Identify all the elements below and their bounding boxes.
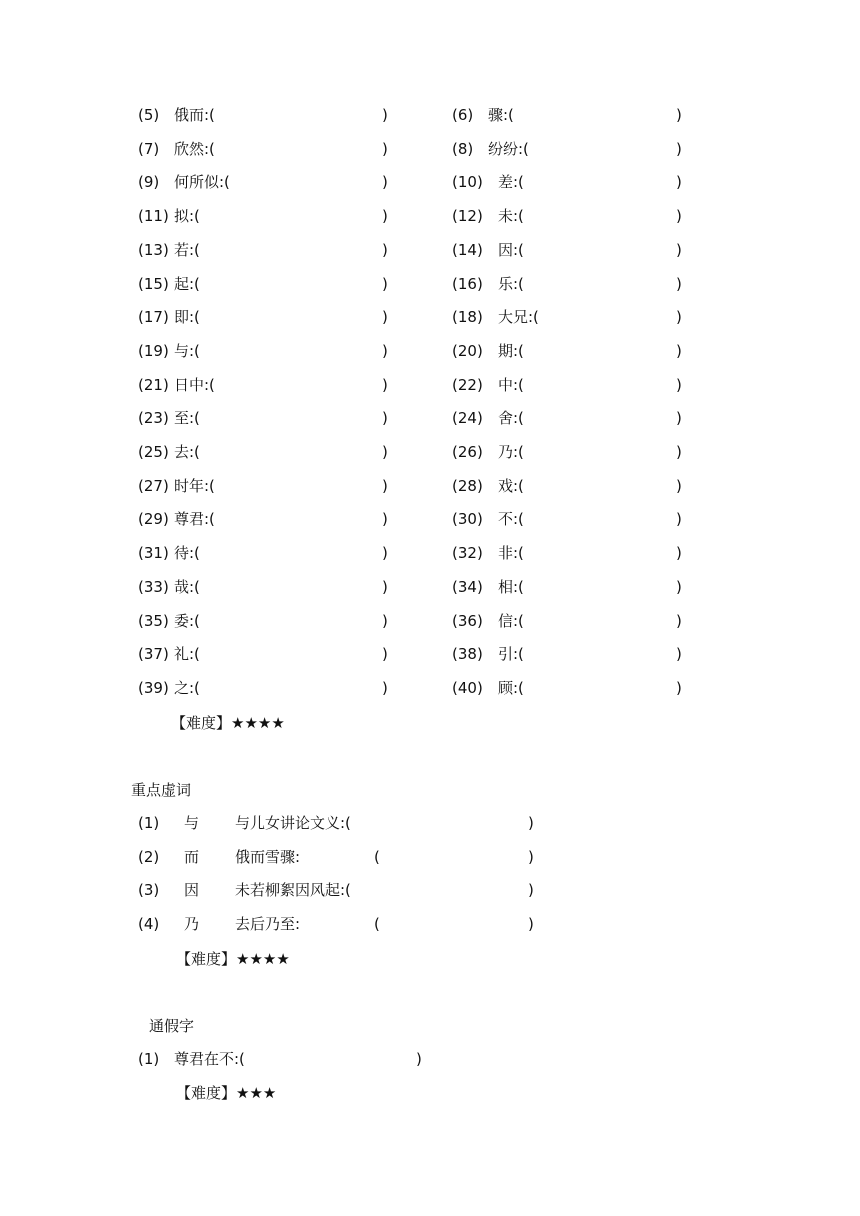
item-sentence: 未若柳絮因风起:( (235, 881, 351, 899)
close-paren: ) (382, 612, 388, 630)
vocab-item-right (452, 240, 688, 260)
item-number: (36) (452, 612, 483, 630)
item-number: (31) (138, 544, 169, 562)
function-word-item (138, 880, 548, 900)
item-term: 差:( (498, 173, 524, 191)
item-sentence: 去后乃至: (235, 915, 301, 933)
item-term: 拟:( (174, 207, 200, 225)
item-number: (5) (138, 106, 160, 124)
item-term: 委:( (174, 612, 200, 630)
vocab-item-right (452, 611, 688, 631)
vocab-item-right (452, 274, 688, 294)
item-number: (9) (138, 173, 160, 191)
function-word-item (138, 813, 548, 833)
difficulty-stars: ★★★★ (231, 714, 285, 732)
item-term: 即:( (174, 308, 200, 326)
close-paren: ) (676, 443, 682, 461)
function-word-item (138, 847, 548, 867)
close-paren: ) (528, 881, 534, 899)
item-term: 日中:( (174, 376, 215, 394)
item-term: 顾:( (498, 679, 524, 697)
item-term: 之:( (174, 679, 200, 697)
item-number: (12) (452, 207, 483, 225)
close-paren: ) (382, 679, 388, 697)
item-number: (23) (138, 409, 169, 427)
close-paren: ) (676, 578, 682, 596)
open-paren: ( (374, 915, 380, 933)
close-paren: ) (382, 207, 388, 225)
vocab-item-right (452, 105, 688, 125)
item-number: (25) (138, 443, 169, 461)
vocab-item-right (452, 543, 688, 563)
item-word: 因 (184, 881, 200, 899)
close-paren: ) (676, 409, 682, 427)
item-number: (7) (138, 140, 160, 158)
item-term: 去:( (174, 443, 200, 461)
item-number: (29) (138, 510, 169, 528)
item-term: 相:( (498, 578, 524, 596)
vocab-item-left (138, 476, 394, 496)
item-number: (15) (138, 275, 169, 293)
item-term: 因:( (498, 241, 524, 259)
item-term: 若:( (174, 241, 200, 259)
item-number: (40) (452, 679, 483, 697)
item-term: 至:( (174, 409, 200, 427)
item-term: 期:( (498, 342, 524, 360)
item-number: (28) (452, 477, 483, 495)
close-paren: ) (676, 544, 682, 562)
loan-chars-difficulty (176, 1083, 276, 1103)
difficulty-stars: ★★★ (236, 1084, 277, 1102)
vocab-item-left (138, 408, 394, 428)
item-number: (27) (138, 477, 169, 495)
close-paren: ) (676, 241, 682, 259)
close-paren: ) (528, 814, 534, 832)
item-term: 未:( (498, 207, 524, 225)
item-term: 舍:( (498, 409, 524, 427)
item-term: 尊君:( (174, 510, 215, 528)
vocab-item-right (452, 206, 688, 226)
close-paren: ) (676, 510, 682, 528)
item-number: (19) (138, 342, 169, 360)
difficulty-stars: ★★★★ (236, 950, 290, 968)
item-term: 俄而:( (174, 106, 215, 124)
function-words-difficulty (176, 949, 290, 969)
vocab-item-left (138, 172, 394, 192)
item-number: (20) (452, 342, 483, 360)
vocab-item-left (138, 678, 394, 698)
item-number: (10) (452, 173, 483, 191)
vocab-item-right (452, 509, 688, 529)
item-term: 时年:( (174, 477, 215, 495)
vocab-item-right (452, 577, 688, 597)
vocab-item-right (452, 375, 688, 395)
item-term: 引:( (498, 645, 524, 663)
close-paren: ) (382, 477, 388, 495)
item-number: (26) (452, 443, 483, 461)
close-paren: ) (676, 376, 682, 394)
vocab-item-right (452, 172, 688, 192)
item-term: 中:( (498, 376, 524, 394)
item-word: 乃 (184, 915, 200, 933)
close-paren: ) (528, 848, 534, 866)
item-term: 与:( (174, 342, 200, 360)
close-paren: ) (382, 241, 388, 259)
item-term: 欣然:( (174, 140, 215, 158)
item-number: (22) (452, 376, 483, 394)
close-paren: ) (676, 275, 682, 293)
item-number: (13) (138, 241, 169, 259)
item-term: 礼:( (174, 645, 200, 663)
open-paren: ( (374, 848, 380, 866)
close-paren: ) (382, 645, 388, 663)
item-number: (39) (138, 679, 169, 697)
vocab-item-right (452, 678, 688, 698)
item-number: (34) (452, 578, 483, 596)
item-number: (37) (138, 645, 169, 663)
close-paren: ) (382, 578, 388, 596)
close-paren: ) (382, 106, 388, 124)
vocab-item-left (138, 577, 394, 597)
item-number: (4) (138, 915, 160, 933)
item-number: (3) (138, 881, 160, 899)
vocab-item-right (452, 476, 688, 496)
close-paren: ) (676, 612, 682, 630)
item-term: 乃:( (498, 443, 524, 461)
item-number: (21) (138, 376, 169, 394)
close-paren: ) (416, 1050, 422, 1068)
vocab-item-right (452, 408, 688, 428)
item-number: (38) (452, 645, 483, 663)
close-paren: ) (382, 409, 388, 427)
close-paren: ) (676, 679, 682, 697)
close-paren: ) (676, 173, 682, 191)
vocab-item-right (452, 644, 688, 664)
close-paren: ) (676, 342, 682, 360)
vocab-item-right (452, 307, 688, 327)
close-paren: ) (382, 376, 388, 394)
close-paren: ) (382, 275, 388, 293)
close-paren: ) (382, 544, 388, 562)
difficulty-label: 【难度】 (176, 1084, 237, 1102)
item-term: 起:( (174, 275, 200, 293)
item-number: (18) (452, 308, 483, 326)
vocab-difficulty (171, 713, 285, 733)
item-number: (35) (138, 612, 169, 630)
close-paren: ) (382, 443, 388, 461)
item-sentence: 与儿女讲论文义:( (235, 814, 351, 832)
item-number: (14) (452, 241, 483, 259)
vocab-item-left (138, 240, 394, 260)
function-word-item (138, 914, 548, 934)
close-paren: ) (382, 173, 388, 191)
close-paren: ) (382, 308, 388, 326)
item-number: (2) (138, 848, 160, 866)
item-term: 骤:( (488, 106, 514, 124)
item-number: (30) (452, 510, 483, 528)
vocab-item-right (452, 442, 688, 462)
item-number: (11) (138, 207, 169, 225)
item-number: (1) (138, 814, 160, 832)
item-term: 待:( (174, 544, 200, 562)
vocab-item-left (138, 139, 394, 159)
vocab-item-left (138, 105, 394, 125)
item-term: 大兄:( (498, 308, 539, 326)
close-paren: ) (382, 140, 388, 158)
close-paren: ) (676, 106, 682, 124)
close-paren: ) (528, 915, 534, 933)
item-sentence: 俄而雪骤: (235, 848, 301, 866)
item-number: (32) (452, 544, 483, 562)
close-paren: ) (676, 308, 682, 326)
close-paren: ) (676, 207, 682, 225)
vocab-item-right (452, 139, 688, 159)
vocab-item-left (138, 375, 394, 395)
item-number: (16) (452, 275, 483, 293)
item-term: 乐:( (498, 275, 524, 293)
item-number: (17) (138, 308, 169, 326)
loan-chars-heading: 通假字 (149, 1017, 195, 1035)
vocab-item-left (138, 307, 394, 327)
vocab-item-left (138, 509, 394, 529)
vocab-item-left (138, 543, 394, 563)
item-number: (33) (138, 578, 169, 596)
close-paren: ) (382, 510, 388, 528)
close-paren: ) (676, 477, 682, 495)
vocab-item-left (138, 611, 394, 631)
loan-chars-item (138, 1049, 438, 1069)
item-term: 哉:( (174, 578, 200, 596)
item-word: 与 (184, 814, 200, 832)
item-term: 非:( (498, 544, 524, 562)
close-paren: ) (676, 645, 682, 663)
item-number: (1) (138, 1050, 160, 1068)
item-word: 而 (184, 848, 200, 866)
close-paren: ) (382, 342, 388, 360)
item-number: (6) (452, 106, 474, 124)
function-words-heading: 重点虚词 (131, 781, 192, 799)
item-term: 信:( (498, 612, 524, 630)
close-paren: ) (676, 140, 682, 158)
item-sentence: 尊君在不:( (174, 1050, 245, 1068)
vocab-item-right (452, 341, 688, 361)
vocab-item-left (138, 206, 394, 226)
item-term: 何所似:( (174, 173, 230, 191)
item-term: 纷纷:( (488, 140, 529, 158)
item-term: 不:( (498, 510, 524, 528)
item-term: 戏:( (498, 477, 524, 495)
difficulty-label: 【难度】 (171, 714, 232, 732)
difficulty-label: 【难度】 (176, 950, 237, 968)
item-number: (8) (452, 140, 474, 158)
vocab-item-left (138, 442, 394, 462)
item-number: (24) (452, 409, 483, 427)
vocab-item-left (138, 644, 394, 664)
vocab-item-left (138, 341, 394, 361)
vocab-item-left (138, 274, 394, 294)
